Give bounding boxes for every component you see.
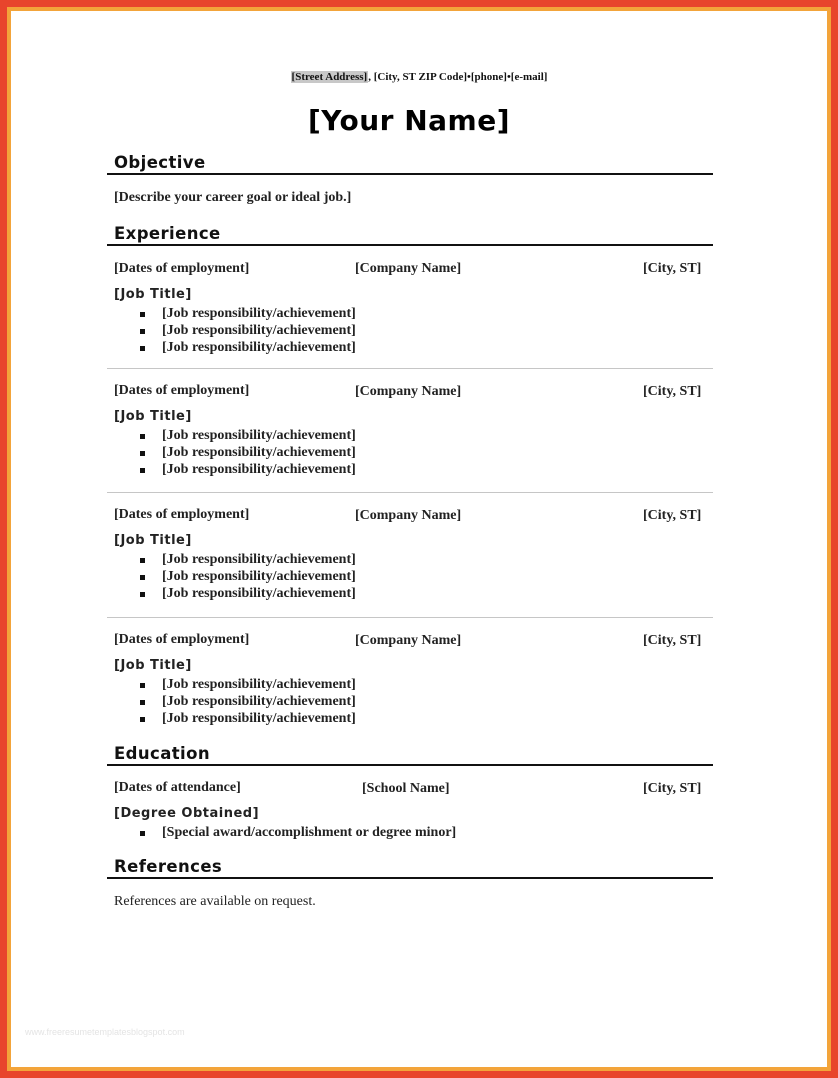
entry-3-item-2: [Job responsibility/achievement] [162, 569, 356, 584]
bullet-marker [140, 468, 145, 473]
entry-3-item-3: [Job responsibility/achievement] [162, 586, 356, 601]
entry-1-dates: [Dates of employment] [114, 261, 250, 276]
entry-2-city: [City, ST] [643, 384, 702, 399]
entry-4-dates: [Dates of employment] [114, 632, 250, 647]
entry-4-item-3: [Job responsibility/achievement] [162, 711, 356, 726]
contact-details: , [City, ST ZIP Code]•[phone]•[e-mail] [368, 71, 548, 83]
objective-text: [Describe your career goal or ideal job.] [114, 190, 352, 205]
entry-1-item-3: [Job responsibility/achievement] [162, 340, 356, 355]
entry-3-dates: [Dates of employment] [114, 507, 250, 522]
resume-page [11, 11, 827, 1067]
experience-heading: Experience [114, 224, 221, 243]
bullet-marker [140, 346, 145, 351]
bullet-marker [140, 700, 145, 705]
education-degree: [Degree Obtained] [114, 806, 260, 821]
entry-divider [107, 492, 713, 493]
bullet-marker [140, 717, 145, 722]
entry-4-item-2: [Job responsibility/achievement] [162, 694, 356, 709]
education-school: [School Name] [362, 781, 450, 796]
bullet-marker [140, 558, 145, 563]
entry-3-job-title: [Job Title] [114, 533, 192, 548]
entry-4-job-title: [Job Title] [114, 658, 192, 673]
entry-4-item-1: [Job responsibility/achievement] [162, 677, 356, 692]
education-dates: [Dates of attendance] [114, 780, 241, 795]
entry-1-city: [City, ST] [643, 261, 702, 276]
references-text: References are available on request. [114, 894, 316, 909]
entry-3-item-1: [Job responsibility/achievement] [162, 552, 356, 567]
bullet-marker [140, 683, 145, 688]
education-heading: Education [114, 744, 210, 763]
entry-3-city: [City, ST] [643, 508, 702, 523]
entry-3-company: [Company Name] [355, 508, 462, 523]
experience-rule [107, 244, 713, 246]
objective-heading: Objective [114, 153, 206, 172]
bullet-marker [140, 831, 145, 836]
entry-2-company: [Company Name] [355, 384, 462, 399]
entry-2-item-1: [Job responsibility/achievement] [162, 428, 356, 443]
entry-2-item-3: [Job responsibility/achievement] [162, 462, 356, 477]
entry-1-company: [Company Name] [355, 261, 462, 276]
resume-name: [Your Name] [307, 104, 511, 137]
entry-2-dates: [Dates of employment] [114, 383, 250, 398]
objective-rule [107, 173, 713, 175]
bullet-marker [140, 329, 145, 334]
references-heading: References [114, 857, 223, 876]
bullet-marker [140, 434, 145, 439]
bullet-marker [140, 575, 145, 580]
entry-2-item-2: [Job responsibility/achievement] [162, 445, 356, 460]
bullet-marker [140, 451, 145, 456]
entry-1-item-1: [Job responsibility/achievement] [162, 306, 356, 321]
bullet-marker [140, 312, 145, 317]
bullet-marker [140, 592, 145, 597]
entry-4-company: [Company Name] [355, 633, 462, 648]
entry-2-job-title: [Job Title] [114, 409, 192, 424]
references-rule [107, 877, 713, 879]
entry-divider [107, 368, 713, 369]
education-city: [City, ST] [643, 781, 702, 796]
entry-divider [107, 617, 713, 618]
entry-1-job-title: [Job Title] [114, 287, 192, 302]
entry-1-item-2: [Job responsibility/achievement] [162, 323, 356, 338]
entry-4-city: [City, ST] [643, 633, 702, 648]
education-item-1: [Special award/accomplishment or degree minor] [162, 825, 457, 840]
education-rule [107, 764, 713, 766]
street-address: [Street Address] [291, 71, 368, 83]
watermark: www.freeresumetemplatesblogspot.com [25, 1027, 185, 1037]
contact-line [11, 71, 827, 83]
